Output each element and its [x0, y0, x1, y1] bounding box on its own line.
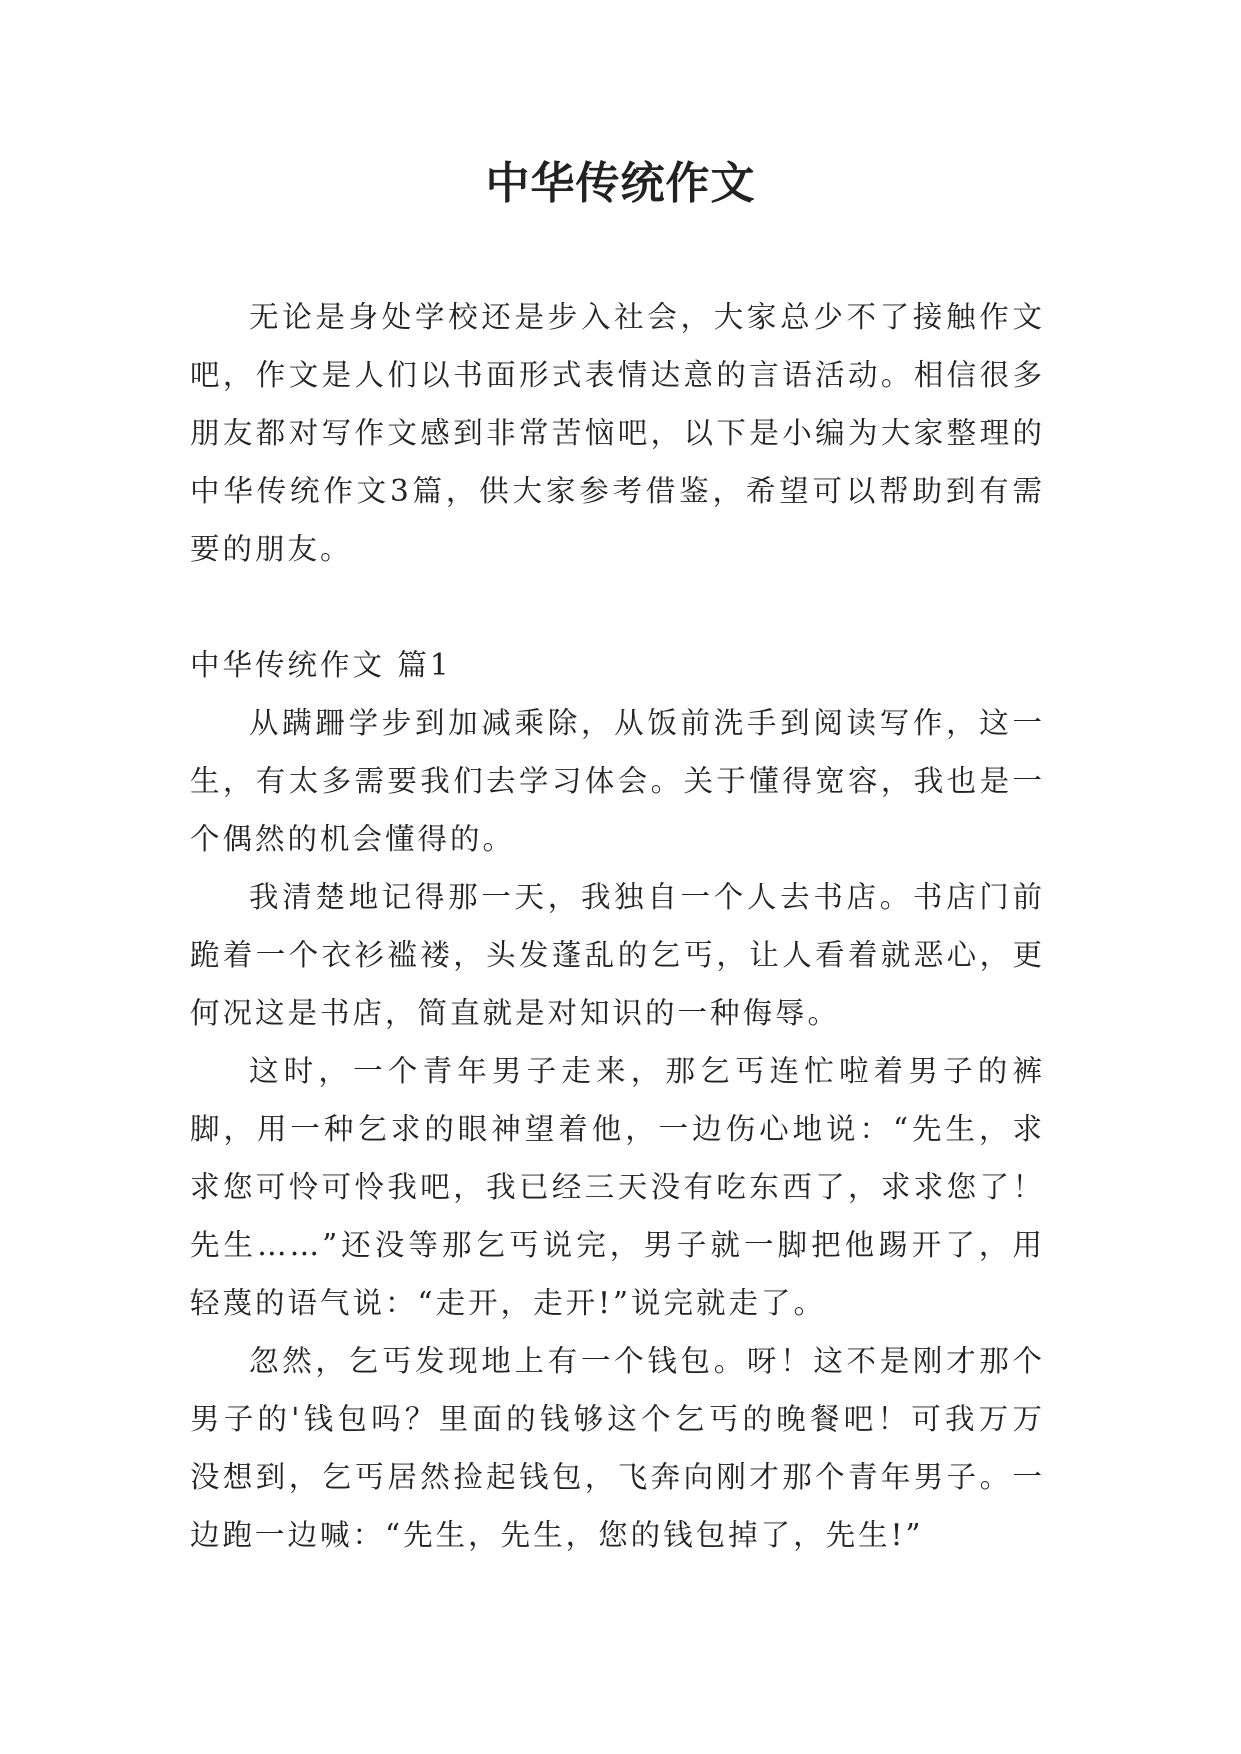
body-paragraph: 我清楚地记得那一天，我独自一个人去书店。书店门前跪着一个衣衫褴褛，头发蓬乱的乞丐，让人看着就恶心，更何况这是书店，简直就是对知识的一种侮辱。 — [190, 880, 1045, 1030]
body-paragraph: 忽然，乞丐发现地上有一个钱包。呀！这不是刚才那个男子的'钱包吗？里面的钱够这个乞丐的晚餐吧！可我万万没想到，乞丐居然捡起钱包，飞奔向刚才那个青年男子。一边跑一边喊：“先生，先生，您的钱包掉了，先生!” — [190, 1344, 1045, 1552]
intro-paragraph: 无论是身处学校还是步入社会，大家总少不了接触作文吧，作文是人们以书面形式表情达意的言语活动。相信很多朋友都对写作文感到非常苦恼吧，以下是小编为大家整理的中华传统作文3篇，供大家参考借鉴，希望可以帮助到有需要的朋友。 — [190, 300, 1045, 566]
document-title: 中华传统作文 — [485, 158, 756, 209]
section-heading: 中华传统作文 篇1 — [190, 648, 452, 682]
document-body — [190, 288, 1045, 1564]
body-paragraph: 这时，一个青年男子走来，那乞丐连忙啦着男子的裤脚，用一种乞求的眼神望着他，一边伤心地说：“先生，求求您可怜可怜我吧，我已经三天没有吃东西了，求求您了！先生……”还没等那乞丐说完，男子就一脚把他踢开了，用轻蔑的语气说：“走开，走开!”说完就走了。 — [190, 1054, 1045, 1320]
body-paragraph: 从蹒跚学步到加减乘除，从饭前洗手到阅读写作，这一生，有太多需要我们去学习体会。关于懂得宽容，我也是一个偶然的机会懂得的。 — [190, 706, 1045, 856]
